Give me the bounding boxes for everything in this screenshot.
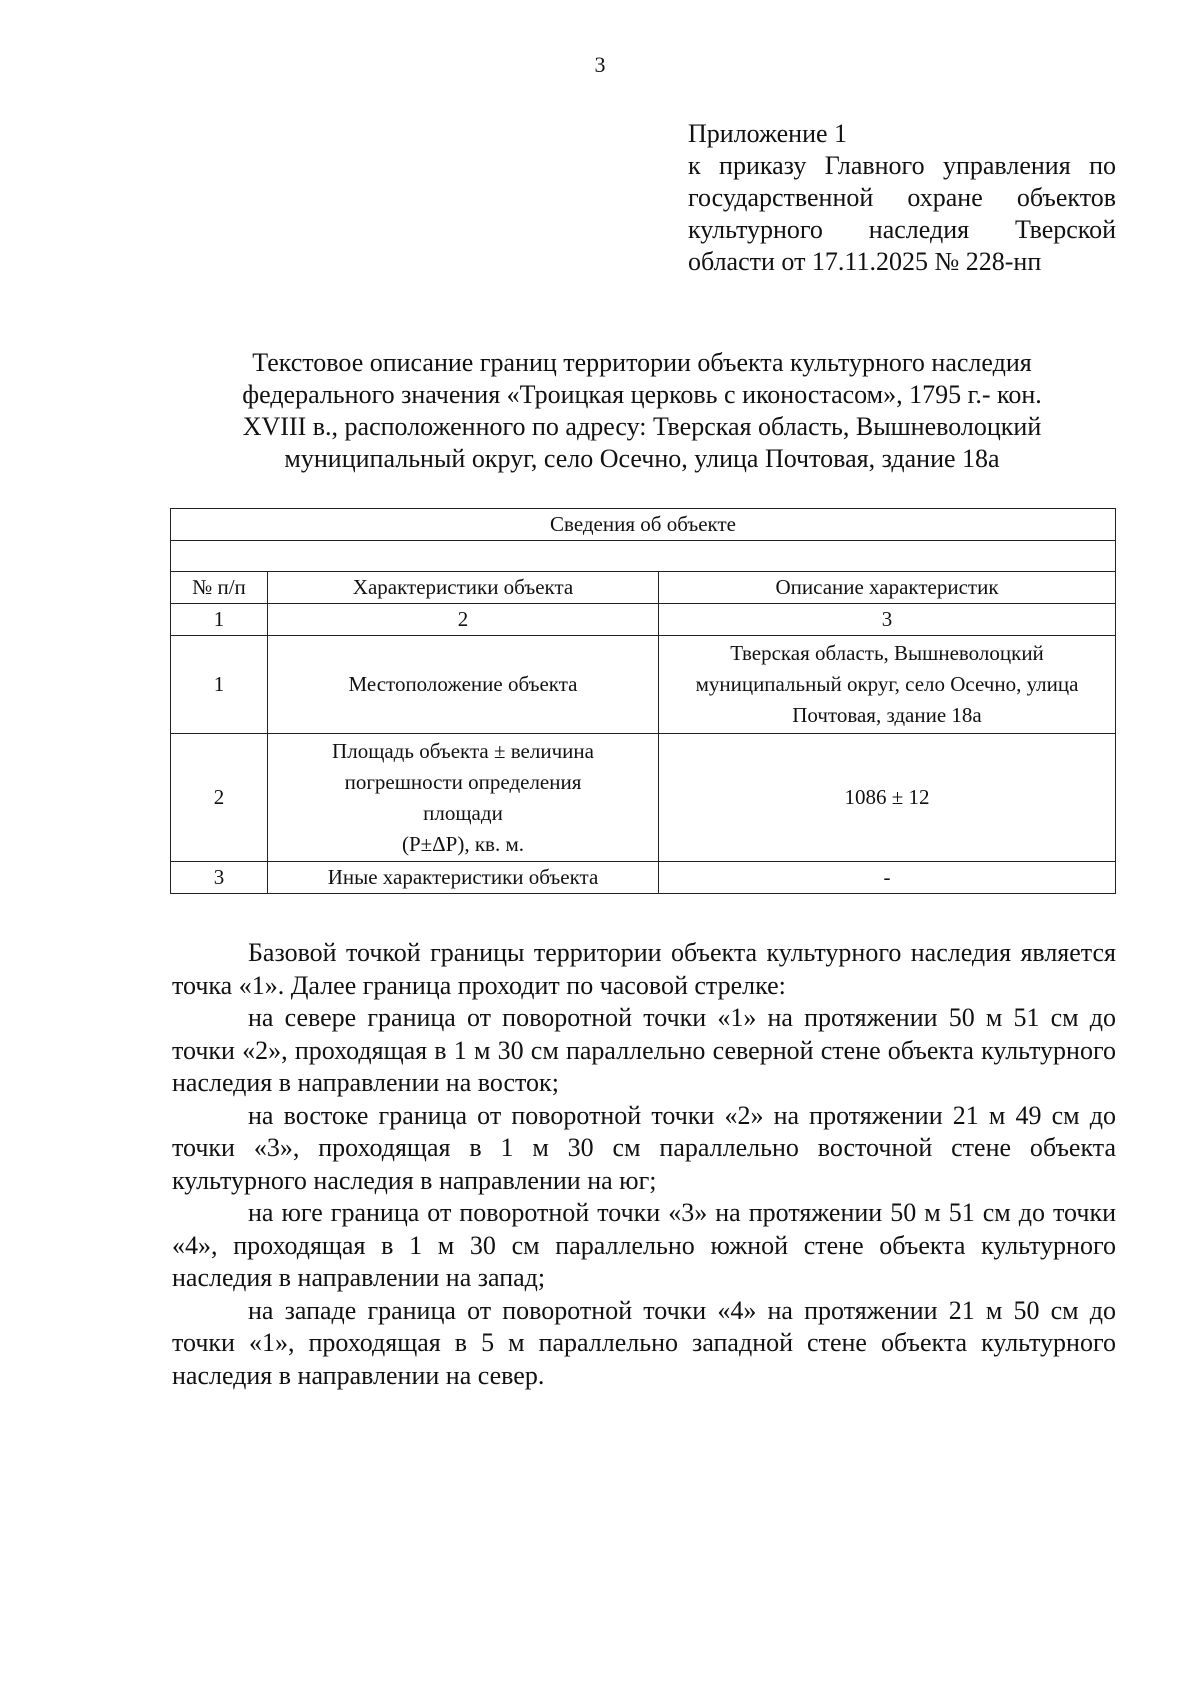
column-number-cell: 1 <box>171 604 268 636</box>
appendix-line: культурного наследия Тверской <box>688 215 1116 244</box>
body-paragraph: на юге граница от поворотной точки «3» на протяжении 50 м 51 см до точки «4», проходящая в 1 м 30 см параллельно южной стене объекта культурного наследия в направлении на запад; <box>172 1198 1116 1292</box>
header-characteristic: Характеристики объекта <box>268 572 659 604</box>
header-description: Описание характеристик <box>659 572 1116 604</box>
appendix-line: к приказу Главного управления по <box>688 151 1116 180</box>
title-line: муниципальный округ, село Осечно, улица Почтовая, здание 18а <box>284 444 1000 473</box>
title-line: федерального значения «Троицкая церковь с иконостасом», 1795 г.- кон. <box>242 380 1042 409</box>
body-paragraph: Базовой точкой границы территории объекта культурного наследия является точка «1». Далее граница проходит по часовой стрелке: <box>172 938 1116 1000</box>
row-description: 1086 ± 12 <box>659 734 1116 862</box>
row-number: 3 <box>171 862 268 894</box>
boundary-description <box>172 937 1116 1392</box>
table-row <box>171 734 1116 862</box>
row-characteristic-unit: (Р±ΔР), кв. м. <box>401 831 525 856</box>
appendix-block <box>688 118 1116 278</box>
body-paragraph: на севере граница от поворотной точки «1» на протяжении 50 м 51 см до точки «2», проходящая в 1 м 30 см параллельно северной стене объекта культурного наследия в направлении на восток; <box>172 1003 1116 1097</box>
appendix-line: Приложение 1 <box>688 119 848 148</box>
row-description: Тверская область, Вышневолоцкий муниципальный округ, село Осечно, улица Почтовая, здание 18а <box>659 636 1116 734</box>
header-number: № п/п <box>171 572 268 604</box>
body-paragraph: на западе граница от поворотной точки «4» на протяжении 21 м 50 см до точки «1», проходящая в 5 м параллельно западной стене объекта культурного наследия в направлении на север. <box>172 1295 1116 1390</box>
body-paragraph: на востоке граница от поворотной точки «2» на протяжении 21 м 49 см до точки «3», проходящая в 1 м 30 см параллельно восточной стене объекта культурного наследия в направлении на юг; <box>172 1100 1116 1195</box>
row-characteristic-text: Площадь объекта ± величина погрешности определения площади <box>332 738 594 825</box>
row-number: 1 <box>171 636 268 734</box>
column-number-cell: 3 <box>659 604 1116 636</box>
object-info-table <box>170 508 1116 894</box>
row-characteristic: Местоположение объекта <box>268 636 659 734</box>
title-line: Текстовое описание границ территории объекта культурного наследия <box>252 348 1032 377</box>
appendix-line: области от 17.11.2025 № 228-нп <box>688 247 1042 276</box>
row-number: 2 <box>171 734 268 862</box>
table-row <box>171 862 1116 894</box>
row-characteristic: Иные характеристики объекта <box>268 862 659 894</box>
appendix-line: государственной охране объектов <box>688 183 1116 212</box>
column-number-cell: 2 <box>268 604 659 636</box>
title-line: XVIII в., расположенного по адресу: Тверская область, Вышневолоцкий <box>242 412 1042 441</box>
table-caption: Сведения об объекте <box>171 509 1116 541</box>
document-title <box>160 347 1124 475</box>
page-number: 3 <box>594 52 606 77</box>
row-description: - <box>659 862 1116 894</box>
table-empty-row <box>171 541 1116 572</box>
row-characteristic <box>268 734 659 862</box>
table-row <box>171 636 1116 734</box>
